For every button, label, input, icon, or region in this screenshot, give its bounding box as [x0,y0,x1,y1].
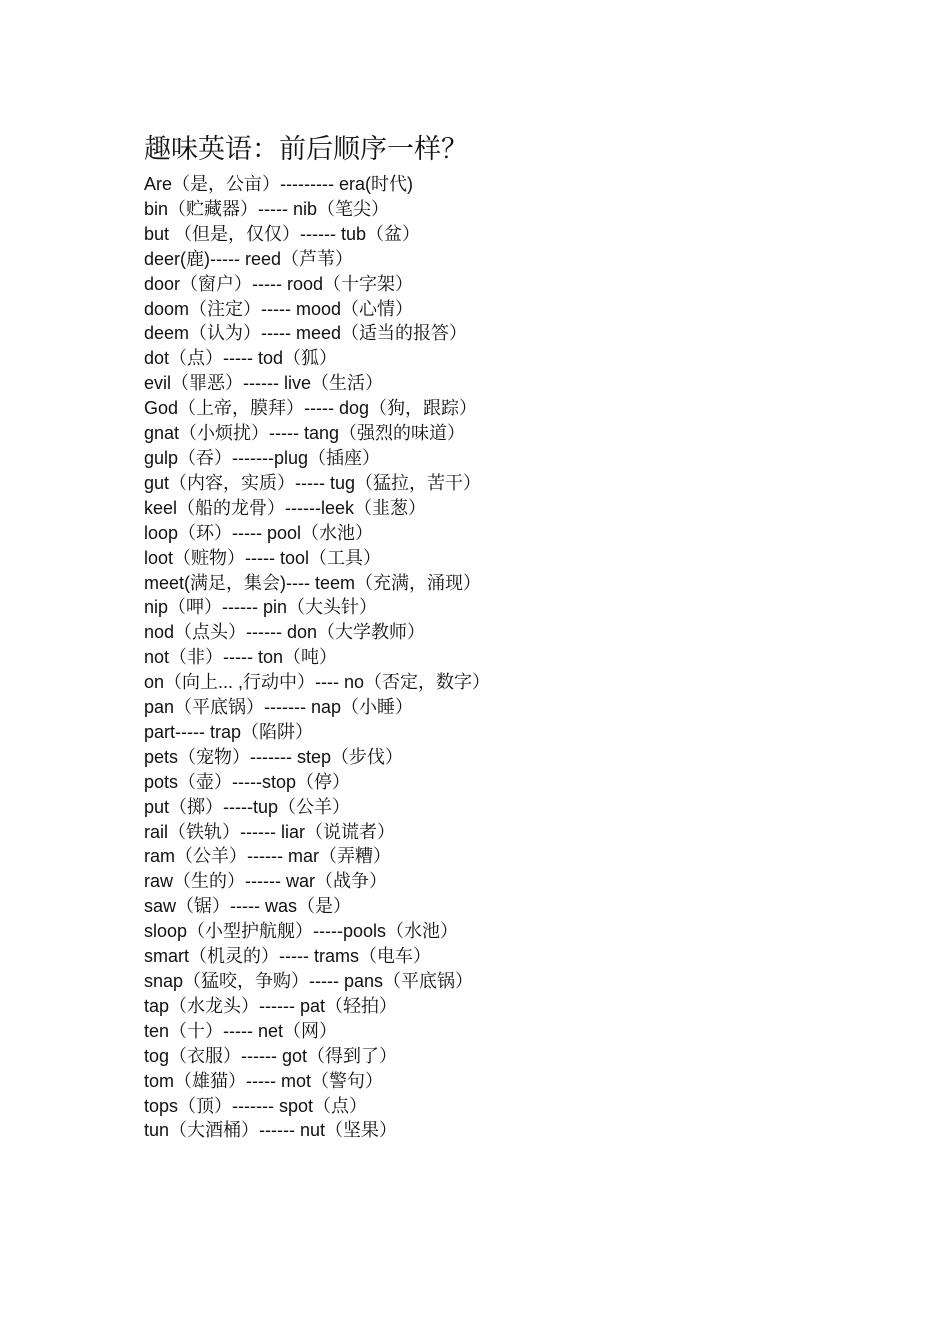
word-pair-line: doom（注定）----- mood（心情） [144,298,414,319]
word-pair-line: ram（公羊）------ mar（弄糟） [144,846,391,867]
word-pair-line: tog（衣服）------ got（得到了） [144,1045,398,1066]
word-pair-line: saw（锯）----- was（是） [144,896,351,917]
word-pair-list [144,172,924,1143]
word-pair-line: gulp（吞）-------plug（插座） [144,447,381,468]
word-pair-line: dot（点）----- tod（狐） [144,348,338,369]
document-title: 趣味英语：前后顺序一样？ [144,134,468,165]
word-pair-line: evil（罪恶）------ live（生活） [144,373,383,394]
word-pair-line: tom（雄猫）----- mot（警句） [144,1070,383,1091]
word-pair-line: deem（认为）----- meed（适当的报答） [144,323,468,344]
word-pair-line: raw（生的）------ war（战争） [144,871,387,892]
word-pair-line: door（窗户）----- rood（十字架） [144,273,414,294]
word-pair-line: put（掷）-----tup（公羊） [144,796,351,817]
word-pair-line: loot（赃物）----- tool（工具） [144,547,382,568]
word-pair-line: gnat（小烦扰）----- tang（强烈的味道） [144,423,466,444]
document-page [144,132,924,1143]
word-pair-line: tops（顶）------- spot（点） [144,1095,368,1116]
word-pair-line: tap（水龙头）------ pat（轻拍） [144,995,398,1016]
word-pair-line: bin（贮藏器）----- nib（笔尖） [144,198,390,219]
word-pair-line: part----- trap（陷阱） [144,721,314,742]
word-pair-line: nod（点头）------ don（大学教师） [144,622,426,643]
word-pair-line: rail（铁轨）------ liar（说谎者） [144,821,395,842]
word-pair-line: but （但是，仅仅）------ tub（盆） [144,223,421,244]
word-pair-line: snap（猛咬，争购）----- pans（平底锅） [144,971,474,991]
word-pair-line: smart（机灵的）----- trams（电车） [144,946,431,967]
word-pair-line: pets（宠物）------- step（步伐） [144,746,404,767]
word-pair-line: God（上帝，膜拜）----- dog（狗，跟踪） [144,398,478,419]
word-pair-line: keel（船的龙骨）------leek（韭葱） [144,497,427,518]
word-pair-line: deer(鹿)----- reed（芦苇） [144,248,354,269]
word-pair-line: not（非）----- ton（吨） [144,647,338,668]
word-pair-line: gut（内容，实质）----- tug（猛拉，苦干） [144,472,482,493]
word-pair-line: Are（是，公亩）--------- era(时代) [144,174,413,194]
word-pair-line: sloop（小型护航舰）-----pools（水池） [144,921,459,942]
word-pair-line: pots（壶）-----stop（停） [144,771,351,792]
word-pair-line: meet(满足，集会)---- teem（充满，涌现） [144,572,481,593]
word-pair-line: tun（大酒桶）------ nut（坚果） [144,1120,398,1141]
word-pair-line: nip（呷）------ pin（大头针） [144,597,378,618]
word-pair-line: pan（平底锅）------- nap（小睡） [144,697,414,718]
word-pair-line: ten（十）----- net（网） [144,1020,338,1041]
word-pair-line: loop（环）----- pool（水池） [144,522,374,543]
word-pair-line: on（向上... ,行动中）---- no（否定，数字） [144,672,491,693]
